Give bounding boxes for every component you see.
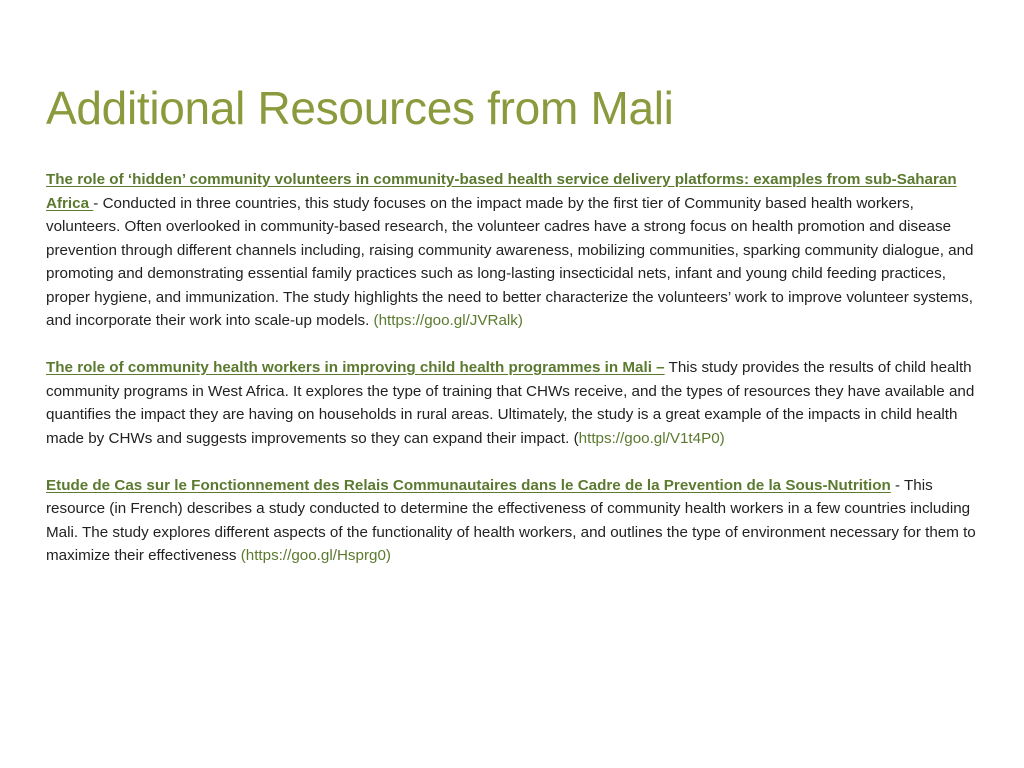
resource-url-link[interactable]: https://goo.gl/V1t4P0) — [578, 429, 725, 447]
resource-title-link[interactable]: The role of community health workers in improving child health programmes in Mali – — [46, 359, 665, 376]
resource-item-relais-communautaires — [46, 474, 982, 568]
resource-separator: - — [890, 476, 905, 494]
resource-list — [46, 168, 982, 568]
resource-item-hidden-volunteers — [46, 168, 982, 333]
resource-description: Conducted in three countries, this study focuses on the impact made by the first tier of Community based health workers, volunteers. Often overlooked in community-based research, the volunteer cadres have a strong focus on health promotion and disease prevention through different channels including, raising community awareness, mobilizing communities, sparking community dialogue, and promoting and demonstrating essential family practices such as long-lasting insecticidal nets, infant and young child feeding practices, proper hygiene, and immunization. The study highlights the need to better characterize the volunteers’ work to improve volunteer systems, and incorporate their work into scale-up models. — [46, 194, 974, 329]
page-title: Additional Resources from Mali — [46, 82, 674, 134]
resource-title-link[interactable]: The role of ‘hidden’ community volunteers in community-based health service delivery platforms: examples from sub-Saharan Africa — [46, 171, 957, 212]
resource-title-link[interactable]: Etude de Cas sur le Fonctionnement des Relais Communautaires dans le Cadre de la Prevention de la Sous-Nutrition — [46, 476, 891, 494]
resource-description: This study provides the results of child health community programs in West Africa. It explores the type of training that CHWs receive, and the types of resources they have available and quantifies the impact they are having on households in rural areas. Ultimately, the study is a great example of the impacts in child health made by CHWs and suggests improvements so they can expand their impact. ( — [46, 359, 975, 447]
resource-item-chw-child-health-mali — [46, 356, 982, 450]
resource-description: This resource (in French) describes a study conducted to determine the effectiveness of community health workers in a few countries including Mali. The study explores different aspects of the functionality of health workers, and outlines the type of environment necessary for them to maximize their effectiveness — [46, 476, 976, 564]
resource-separator: - — [93, 194, 103, 212]
resource-url-link[interactable]: (https://goo.gl/Hsprg0) — [240, 547, 391, 564]
slide — [46, 78, 982, 591]
resource-url-link[interactable]: (https://goo.gl/JVRalk) — [373, 312, 523, 329]
